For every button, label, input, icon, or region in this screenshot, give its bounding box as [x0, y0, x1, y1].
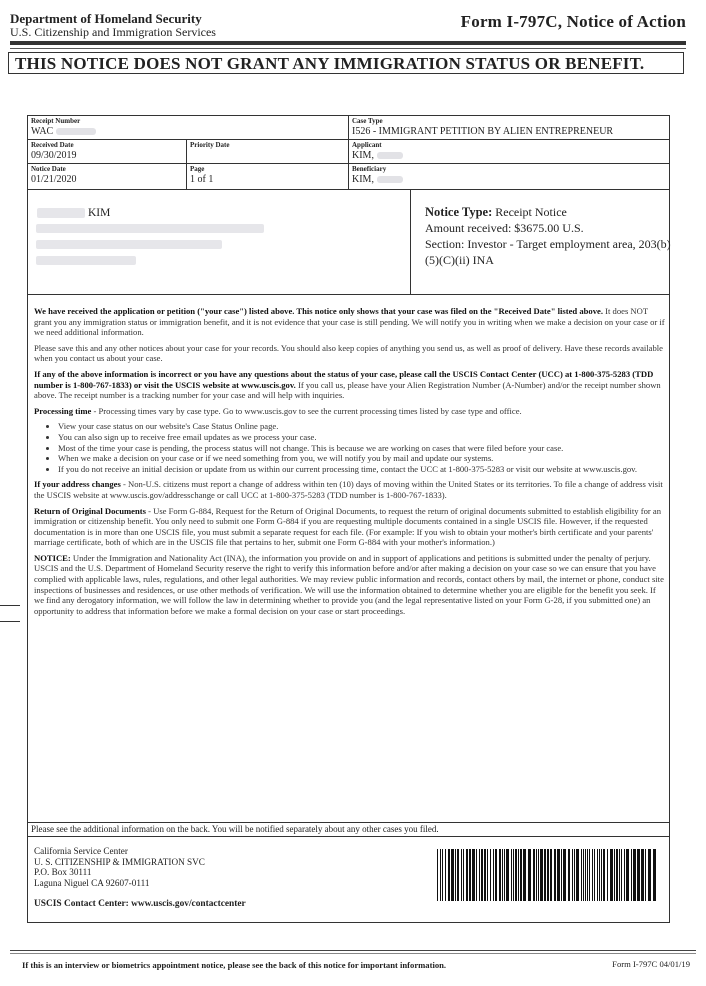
contact-center: USCIS Contact Center: www.uscis.gov/contactcenter: [34, 899, 246, 909]
addressee-name: KIM: [88, 207, 111, 219]
barcode-icon: [437, 849, 657, 901]
form-title: Form I-797C, Notice of Action: [460, 12, 686, 31]
header-rule-thin: [10, 48, 686, 49]
notice-type-block: [425, 204, 675, 268]
form-version: Form I-797C 04/01/19: [612, 959, 690, 969]
notice-date-value: 01/21/2020: [31, 174, 77, 185]
notice-date-label: Notice Date: [31, 165, 66, 173]
list-item: • Most of the time your case is pending, the process status will not change. This is because we are working on cases that were filed before your case.: [58, 443, 666, 454]
page-cell: [186, 163, 349, 190]
page-label: Page: [190, 165, 205, 173]
section-divider-vertical: [410, 190, 411, 294]
receipt-number-label: Receipt Number: [31, 117, 81, 125]
list-item: • When we make a decision on your case or if we need something from you, we will notify you by mail and update our systems.: [58, 453, 666, 464]
paragraph-contact: If any of the above information is incorrect or you have any questions about the status of your case, please call the USCIS Contact Center (UCC) at 1-800-375-5283 (TDD number is 1-800-767-1833) or visit the USCIS website at www.uscis.gov. If you call us, please have your Alien Registration Number (A-Number) and/or the receipt number shown above. The receipt number is a tracking number for your case and will help with inquiries.: [34, 368, 661, 401]
paragraph-notice: NOTICE: Under the Immigration and Nationality Act (INA), the information you provide on and in support of applications and petitions is submitted under the penalty of perjury. USCIS and the U.S. Department of Homeland Security reserve the right to verify this information before and/or after making a decision on your case so we can ensure that you have complied with applicable laws, rules, regulations, and other legal authorities. We may review public information and records, contact others by mail, the internet or phone, conduct site inspections of businesses and residences, or use other methods of verification. We will use the information obtained to determine whether you are eligible for the benefit you seek. If we find any derogatory information, we will follow the law in determining whether to provide you (and the legal representative listed on your Form G-28, if you submitted one) an opportunity to address that information before we make a formal decision on your case or start proceedings.: [34, 552, 664, 616]
case-type-cell: [348, 115, 670, 140]
address-line: P.O. Box 30111: [34, 867, 92, 878]
beneficiary-cell: [348, 163, 670, 190]
address-block: [28, 190, 411, 294]
margin-mark: [0, 605, 20, 606]
notice-type-line: [425, 204, 675, 220]
bottom-rule-thin: [10, 953, 696, 954]
redacted-address-line-3: [36, 256, 136, 265]
redacted-address-line-2: [36, 240, 222, 249]
received-date-label: Received Date: [31, 141, 74, 149]
bottom-rule: [10, 950, 696, 951]
paragraph-save: Please save this and any other notices about your case for your records. You should also keep copies of anything you send us, as well as proof of delivery. Have these records available when you contact us about your case.: [34, 342, 663, 364]
bottom-note: If this is an interview or biometrics appointment notice, please see the back of this notice for important information.: [22, 960, 447, 970]
priority-date-cell: [186, 139, 349, 164]
section-text: Section: Investor - Target employment area, 203(b)(5)(C)(ii) INA: [425, 237, 671, 267]
address-line: U. S. CITIZENSHIP & IMMIGRATION SVC: [34, 856, 205, 867]
received-date-cell: [27, 139, 187, 164]
paragraph-receipt: We have received the application or petition ("your case") listed above. This notice only shows that your case was filed on the "Received Date" listed above. It does NOT grant you any immigration status or immigration benefit, and it is not evidence that your case is still pending. We will notify you in writing when we make a decision on your case or if we need additional information.: [34, 306, 665, 338]
case-type-label: Case Type: [352, 117, 383, 125]
applicant-cell: [348, 139, 670, 164]
redacted-name: [37, 208, 85, 218]
notice-date-cell: [27, 163, 187, 190]
applicant-value: KIM,: [352, 150, 666, 161]
beneficiary-value: KIM,: [352, 174, 666, 185]
status-banner: THIS NOTICE DOES NOT GRANT ANY IMMIGRATION STATUS OR BENEFIT.: [8, 52, 684, 74]
back-note: Please see the additional information on the back. You will be notified separately about any other cases you filed.: [31, 824, 439, 834]
redacted-address-line-1: [36, 224, 264, 233]
list-item: • View your case status on our website's Case Status Online page.: [58, 421, 666, 432]
margin-mark: [0, 621, 20, 622]
beneficiary-label: Beneficiary: [352, 165, 387, 173]
subagency-name: U.S. Citizenship and Immigration Services: [10, 25, 216, 39]
receipt-number-cell: [27, 115, 349, 140]
service-center-address: [34, 846, 334, 888]
footer-divider: [27, 822, 670, 823]
agency-name: Department of Homeland Security: [10, 11, 202, 26]
processing-bullets: [34, 421, 666, 474]
address-line: California Service Center: [34, 846, 128, 856]
applicant-label: Applicant: [352, 141, 382, 149]
list-item: • If you do not receive an initial decision or update from us within our current processing time, contact the UCC at 1-800-375-5283 or visit our website at www.uscis.gov.: [58, 464, 666, 475]
header-rule: [10, 41, 686, 45]
receipt-number-value: WAC: [31, 126, 345, 137]
list-item: • You can also sign up to receive free email updates as we process your case.: [58, 432, 666, 443]
priority-date-label: Priority Date: [190, 141, 230, 149]
page-value: 1 of 1: [190, 174, 214, 185]
notice-type-label: Notice Type:: [425, 205, 493, 219]
paragraph-return-documents: Return of Original Documents - Use Form G-884, Request for the Return of Original Documents, to request the return of original documents submitted to establish eligibility for an immigration or citizenship benefit. You only need to submit one Form G-884 if you are requesting multiple documents contained in a single USCIS file. However, if the requested documentation is in more than one USCIS file, you must submit a separate request for each file. (For example: If you wish to obtain your mother's birth certificate and your parents' marriage certificate, both of which are in the USCIS file that pertains to her, submit one Form G-884 with your mother's information.): [34, 505, 661, 548]
notice-type-value: Receipt Notice: [495, 205, 567, 219]
amount-received: Amount received: $3675.00 U.S.: [425, 221, 584, 235]
received-date-value: 09/30/2019: [31, 150, 77, 161]
section-divider-horizontal: [27, 294, 670, 295]
notice-body: [34, 306, 666, 621]
paragraph-processing: Processing time - Processing times vary by case type. Go to www.uscis.gov to see the current processing times listed by case type and office.: [34, 405, 522, 416]
footer-divider-2: [27, 836, 670, 837]
address-line: Laguna Niguel CA 92607-0111: [34, 877, 150, 888]
case-type-value: I526 - IMMIGRANT PETITION BY ALIEN ENTREPRENEUR: [352, 126, 614, 137]
paragraph-address-change: If your address changes - Non-U.S. citizens must report a change of address within ten (10) days of moving within the United States or its territories. To file a change of address visit the USCIS website at www.uscis.gov/addresschange or call UCC at 1-800-375-5283 (TDD number is 1-800-767-1833).: [34, 479, 663, 500]
